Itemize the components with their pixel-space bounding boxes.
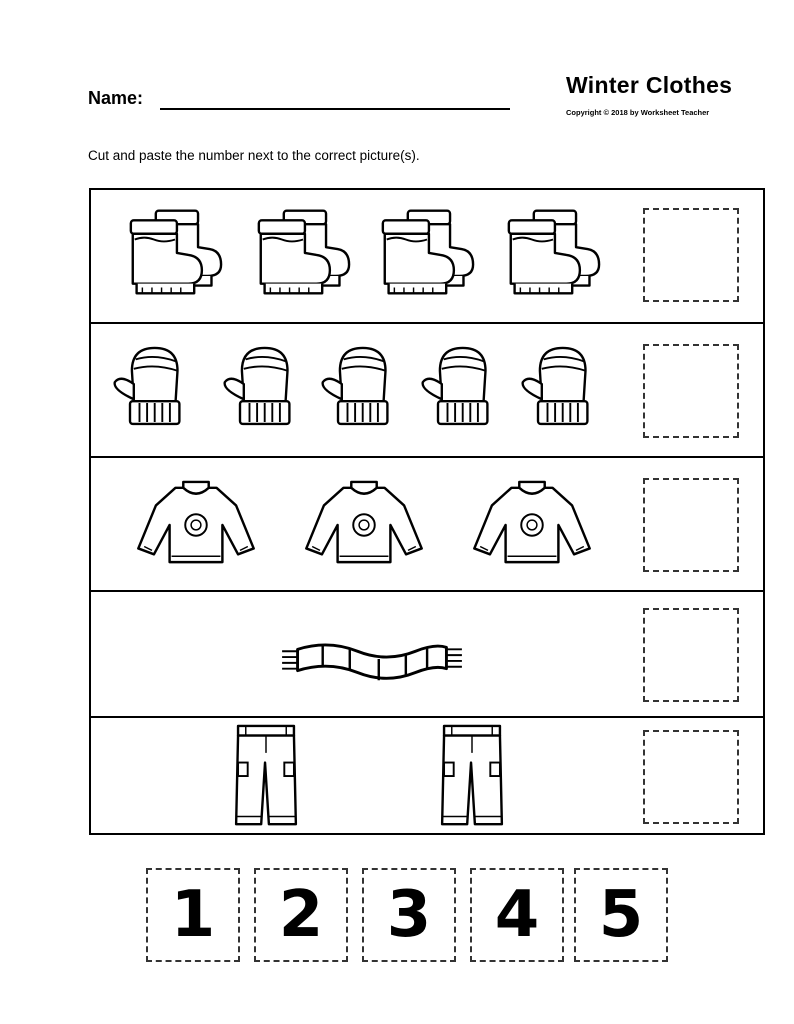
number-card-3[interactable]: 3 [362,868,456,962]
sweater-icon [467,480,597,568]
boots-icon [379,208,475,296]
mitten-icon [519,342,595,428]
boots-icon [505,208,601,296]
mitten-icon [221,342,297,428]
row-sweaters [91,458,763,592]
answer-box-pants[interactable] [643,730,739,824]
name-label: Name: [88,88,144,108]
answer-box-boots[interactable] [643,208,739,302]
row-boots [91,190,763,324]
worksheet-title: Winter Clothes [566,72,733,98]
mitten-icon [111,342,187,428]
number-card-1[interactable]: 1 [146,868,240,962]
answer-box-scarf[interactable] [643,608,739,702]
scarf-icon [279,630,465,688]
number-card-4[interactable]: 4 [470,868,564,962]
name-line[interactable] [160,108,510,110]
row-scarf [91,592,763,718]
number-card-5[interactable]: 5 [574,868,668,962]
boots-icon [127,208,223,296]
mitten-icon [319,342,395,428]
row-pants [91,718,763,833]
mitten-icon [419,342,495,428]
instructions: Cut and paste the number next to the correct picture(s). [88,148,420,163]
sweater-icon [299,480,429,568]
pants-icon [437,724,507,830]
pants-icon [231,724,301,830]
number-card-2[interactable]: 2 [254,868,348,962]
row-mittens [91,324,763,458]
answer-box-mittens[interactable] [643,344,739,438]
copyright-notice: Copyright © 2018 by Worksheet Teacher [566,108,710,117]
sweater-icon [131,480,261,568]
answer-box-sweaters[interactable] [643,478,739,572]
boots-icon [255,208,351,296]
counting-grid [89,188,765,835]
